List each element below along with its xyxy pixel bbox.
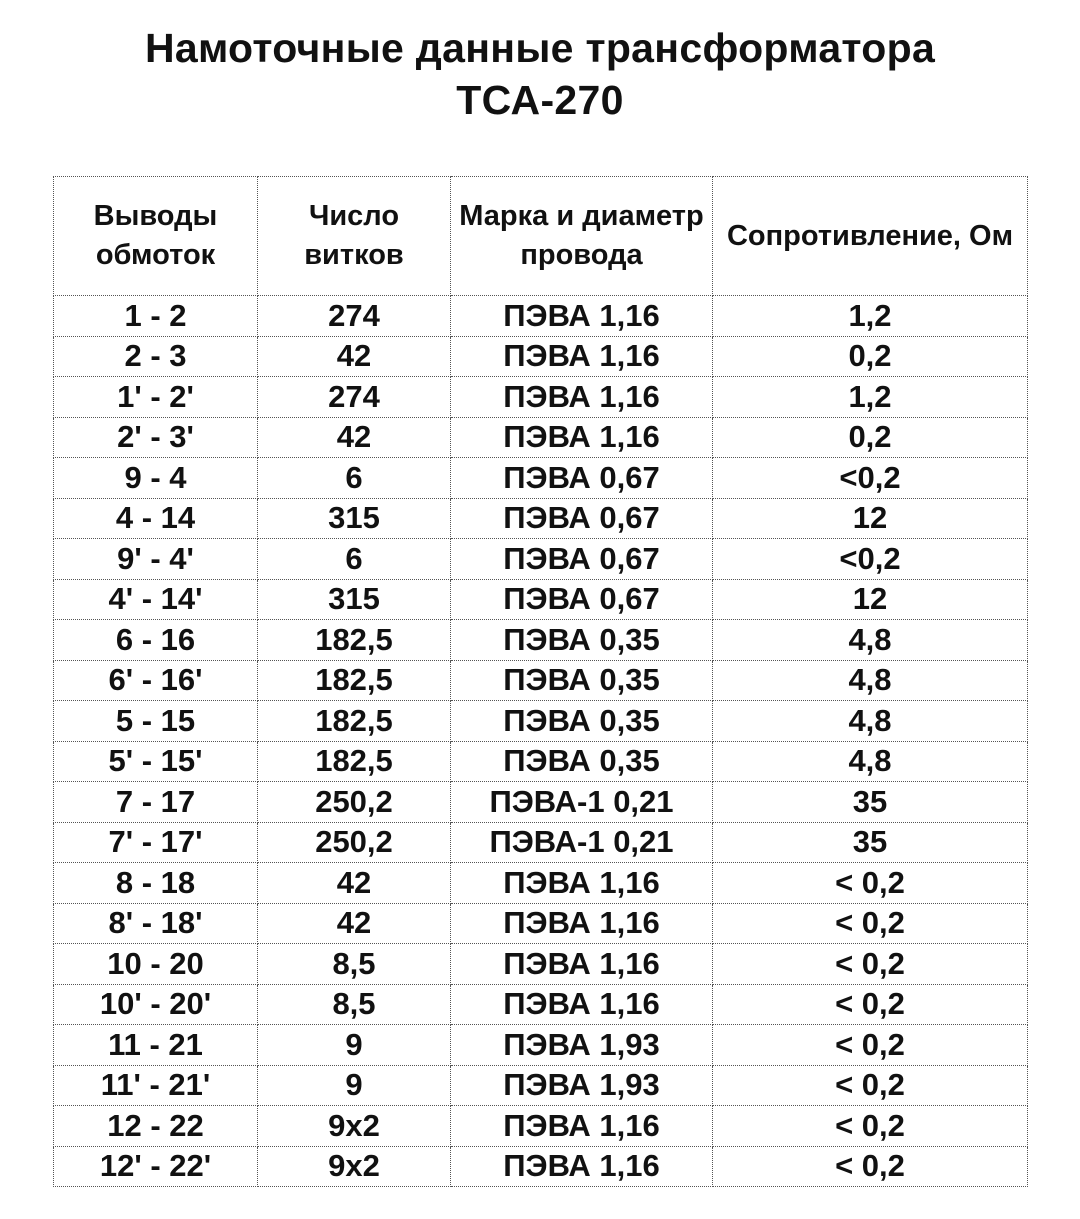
resistance-cell: 35 [713,822,1028,863]
turns-cell: 8,5 [258,944,451,985]
turns-cell: 182,5 [258,701,451,742]
table-row [54,296,1028,337]
table-row [54,498,1028,539]
wire-cell: ПЭВА 0,67 [451,579,713,620]
turns-cell: 315 [258,579,451,620]
terminals-cell: 11 - 21 [54,1025,258,1066]
turns-cell: 182,5 [258,741,451,782]
turns-cell: 182,5 [258,660,451,701]
resistance-cell: 0,2 [713,336,1028,377]
wire-cell: ПЭВА 1,16 [451,863,713,904]
table-row [54,1025,1028,1066]
table-row [54,377,1028,418]
table-row [54,417,1028,458]
wire-cell: ПЭВА 1,16 [451,1146,713,1187]
turns-cell: 274 [258,377,451,418]
turns-cell: 9 [258,1065,451,1106]
wire-cell: ПЭВА 1,16 [451,944,713,985]
resistance-cell: 1,2 [713,296,1028,337]
terminals-cell: 4' - 14' [54,579,258,620]
resistance-cell: 12 [713,579,1028,620]
turns-cell: 8,5 [258,984,451,1025]
wire-cell: ПЭВА 1,16 [451,1106,713,1147]
table-row [54,458,1028,499]
winding-data-table [53,176,1028,1187]
wire-cell: ПЭВА 1,93 [451,1025,713,1066]
resistance-cell: <0,2 [713,458,1028,499]
turns-cell: 6 [258,539,451,580]
resistance-cell: < 0,2 [713,944,1028,985]
terminals-cell: 4 - 14 [54,498,258,539]
wire-cell: ПЭВА 1,16 [451,296,713,337]
header-wire-grade-diameter: Марка и диаметр провода [451,177,713,296]
wire-cell: ПЭВА 1,16 [451,377,713,418]
resistance-cell: < 0,2 [713,984,1028,1025]
wire-cell: ПЭВА 1,16 [451,984,713,1025]
wire-cell: ПЭВА 0,35 [451,660,713,701]
wire-cell: ПЭВА 0,35 [451,620,713,661]
table-row [54,539,1028,580]
table-row [54,701,1028,742]
terminals-cell: 9 - 4 [54,458,258,499]
terminals-cell: 2' - 3' [54,417,258,458]
resistance-cell: 4,8 [713,701,1028,742]
wire-cell: ПЭВА 0,67 [451,539,713,580]
wire-cell: ПЭВА 1,93 [451,1065,713,1106]
wire-cell: ПЭВА 1,16 [451,417,713,458]
wire-cell: ПЭВА-1 0,21 [451,782,713,823]
resistance-cell: 35 [713,782,1028,823]
terminals-cell: 1 - 2 [54,296,258,337]
turns-cell: 250,2 [258,782,451,823]
table-row [54,741,1028,782]
turns-cell: 9x2 [258,1106,451,1147]
resistance-cell: 12 [713,498,1028,539]
resistance-cell: 0,2 [713,417,1028,458]
wire-cell: ПЭВА 1,16 [451,336,713,377]
resistance-cell: < 0,2 [713,1065,1028,1106]
table-row [54,984,1028,1025]
table-row [54,944,1028,985]
resistance-cell: < 0,2 [713,1025,1028,1066]
terminals-cell: 12' - 22' [54,1146,258,1187]
resistance-cell: 4,8 [713,741,1028,782]
header-winding-terminals: Выводы обмоток [54,177,258,296]
table-body [54,296,1028,1187]
resistance-cell: 4,8 [713,620,1028,661]
table-row [54,579,1028,620]
terminals-cell: 6' - 16' [54,660,258,701]
wire-cell: ПЭВА-1 0,21 [451,822,713,863]
terminals-cell: 8 - 18 [54,863,258,904]
turns-cell: 315 [258,498,451,539]
turns-cell: 182,5 [258,620,451,661]
turns-cell: 274 [258,296,451,337]
resistance-cell: <0,2 [713,539,1028,580]
terminals-cell: 8' - 18' [54,903,258,944]
turns-cell: 9 [258,1025,451,1066]
title-line-2: ТСА-270 [456,77,624,123]
turns-cell: 6 [258,458,451,499]
resistance-cell: < 0,2 [713,1146,1028,1187]
resistance-cell: 4,8 [713,660,1028,701]
resistance-cell: 1,2 [713,377,1028,418]
turns-cell: 250,2 [258,822,451,863]
header-resistance: Сопротивление, Ом [713,177,1028,296]
table-row [54,822,1028,863]
table-row [54,1146,1028,1187]
table-header-row [54,177,1028,296]
table-row [54,336,1028,377]
table-row [54,903,1028,944]
header-turns-count: Число витков [258,177,451,296]
terminals-cell: 9' - 4' [54,539,258,580]
table-row [54,863,1028,904]
terminals-cell: 11' - 21' [54,1065,258,1106]
terminals-cell: 7' - 17' [54,822,258,863]
resistance-cell: < 0,2 [713,1106,1028,1147]
wire-cell: ПЭВА 0,67 [451,498,713,539]
terminals-cell: 1' - 2' [54,377,258,418]
table-row [54,620,1028,661]
terminals-cell: 12 - 22 [54,1106,258,1147]
resistance-cell: < 0,2 [713,863,1028,904]
turns-cell: 9x2 [258,1146,451,1187]
turns-cell: 42 [258,863,451,904]
wire-cell: ПЭВА 0,35 [451,741,713,782]
terminals-cell: 5' - 15' [54,741,258,782]
terminals-cell: 10 - 20 [54,944,258,985]
terminals-cell: 6 - 16 [54,620,258,661]
wire-cell: ПЭВА 1,16 [451,903,713,944]
terminals-cell: 2 - 3 [54,336,258,377]
terminals-cell: 5 - 15 [54,701,258,742]
table-row [54,1065,1028,1106]
turns-cell: 42 [258,336,451,377]
title-line-1: Намоточные данные трансформатора [144,25,936,71]
table-row [54,660,1028,701]
page-title [0,22,1080,126]
wire-cell: ПЭВА 0,67 [451,458,713,499]
turns-cell: 42 [258,903,451,944]
wire-cell: ПЭВА 0,35 [451,701,713,742]
table-row [54,782,1028,823]
table-row [54,1106,1028,1147]
terminals-cell: 10' - 20' [54,984,258,1025]
turns-cell: 42 [258,417,451,458]
resistance-cell: < 0,2 [713,903,1028,944]
terminals-cell: 7 - 17 [54,782,258,823]
